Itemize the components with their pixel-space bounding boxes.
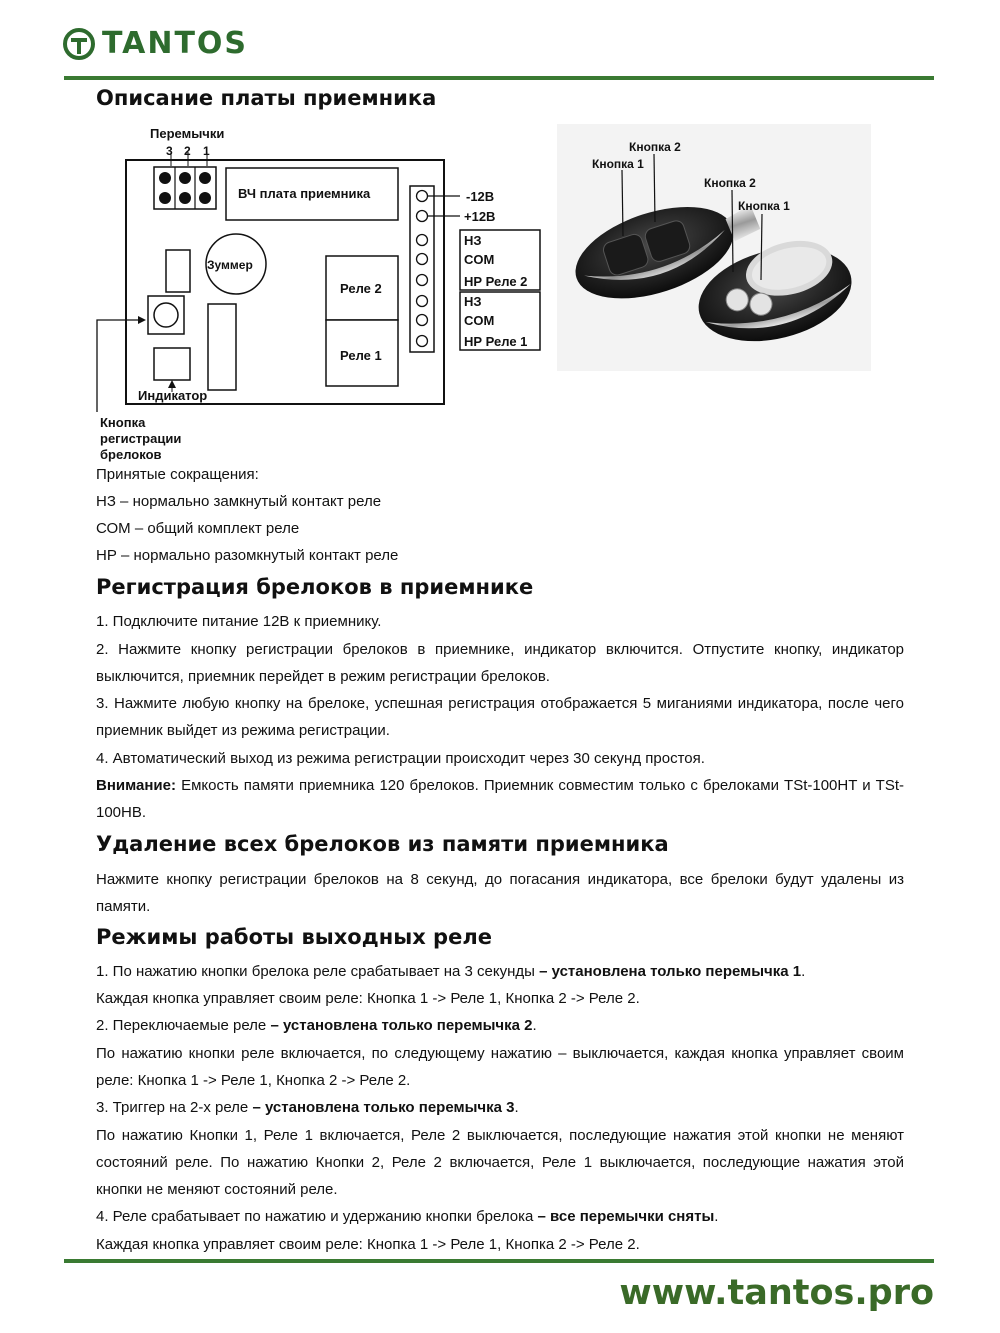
header-divider — [64, 76, 934, 80]
terminal-relay2-no: НР Реле 2 — [464, 274, 528, 289]
terminal-relay2-nc: НЗ — [464, 233, 482, 248]
mode-2-description: По нажатию кнопки реле включается, по следующему нажатию – выключается, каждая кнопка управляет своим реле: Кнопка 1 -> Реле 1, Кнопка 2 -> Реле 2. — [96, 1045, 904, 1089]
jumpers-label: Перемычки — [150, 126, 225, 141]
mode-3: 3. Триггер на 2-х реле – установлена только перемычка 3. — [96, 1099, 519, 1116]
mode-2: 2. Переключаемые реле – установлена только перемычка 2. — [96, 1017, 537, 1034]
key-fob-photo — [557, 124, 871, 371]
mode-4: 4. Реле срабатывает по нажатию и удержанию кнопки брелока – все перемычки сняты. — [96, 1208, 719, 1225]
buzzer-label: Зуммер — [207, 258, 253, 272]
terminal-plus12: +12В — [464, 209, 496, 224]
terminal-relay1-no: НР Реле 1 — [464, 334, 528, 349]
footer-website-link[interactable]: www.tantos.pro — [619, 1273, 934, 1313]
registration-step-3: 3. Нажмите любую кнопку на брелоке, успешная регистрация отображается 5 миганиями индикатора, после чего приемник выйдет из режима регистрации. — [96, 695, 904, 739]
relay2-label: Реле 2 — [340, 281, 382, 296]
registration-step-2: 2. Нажмите кнопку регистрации брелоков в приемнике, индикатор включится. Отпустите кнопку, индикатор выключится, приемник перейдет в режим регистрации брелоков. — [96, 641, 904, 685]
mode-1: 1. По нажатию кнопки брелока реле срабатывает на 3 секунды – установлена только перемычка 1. — [96, 963, 806, 980]
deletion-text: Нажмите кнопку регистрации брелоков на 8 секунд, до погасания индикатора, все брелоки будут удалены из памяти. — [96, 871, 904, 915]
modes-title: Режимы работы выходных реле — [96, 925, 492, 949]
indicator-box — [154, 348, 190, 380]
abbrev-nc: НЗ – нормально замкнутый контакт реле — [96, 493, 382, 510]
registration-title: Регистрация брелоков в приемнике — [96, 575, 534, 599]
abbrev-heading: Принятые сокращения: — [96, 466, 259, 483]
photo-right-button1-label: Кнопка 1 — [738, 199, 790, 213]
brand-name: TANTOS — [102, 26, 249, 61]
mode-4-description: Каждая кнопка управляет своим реле: Кнопка 1 -> Реле 1, Кнопка 2 -> Реле 2. — [96, 1236, 640, 1253]
abbrev-com: СОМ – общий комплект реле — [96, 520, 300, 537]
receiver-board-diagram — [90, 122, 560, 462]
photo-left-button1-label: Кнопка 1 — [592, 157, 644, 171]
registration-step-1: 1. Подключите питание 12В к приемнику. — [96, 613, 382, 630]
board-section-title: Описание платы приемника — [96, 86, 437, 110]
registration-step-4: 4. Автоматический выход из режима регистрации происходит через 30 секунд простоя. — [96, 750, 705, 767]
rf-board-label: ВЧ плата приемника — [238, 186, 371, 201]
mode-1-description: Каждая кнопка управляет своим реле: Кнопка 1 -> Реле 1, Кнопка 2 -> Реле 2. — [96, 990, 640, 1007]
jumper-number-3: 3 — [166, 144, 173, 158]
registration-note: Внимание: Емкость памяти приемника 120 брелоков. Приемник совместим только с брелоками TSt-100HT и TSt-100HB. — [96, 777, 904, 821]
terminal-minus12: -12В — [466, 189, 495, 204]
mode-3-description: По нажатию Кнопки 1, Реле 1 включается, Реле 2 выключается, последующие нажатия этой кнопки не меняют состояний реле. По нажатию Кнопки 2, Реле 2 включается, Реле 1 выключается, последующие нажатия этой кнопки не меняют состояний реле. — [96, 1127, 904, 1198]
jumper-number-2: 2 — [184, 144, 191, 158]
indicator-label: Индикатор — [138, 388, 208, 403]
terminal-relay2-com: COM — [464, 252, 495, 267]
terminal-relay1-nc: НЗ — [464, 294, 482, 309]
terminal-relay1-com: COM — [464, 313, 495, 328]
photo-right-button2-label: Кнопка 2 — [704, 176, 756, 190]
photo-left-button2-label: Кнопка 2 — [629, 140, 681, 154]
abbrev-no: НР – нормально разомкнутый контакт реле — [96, 547, 399, 564]
registration-button-label: Кнопка регистрации брелоков — [100, 415, 182, 462]
tantos-logo-icon — [62, 27, 96, 61]
jumper-number-1: 1 — [203, 144, 210, 158]
brand-logo — [62, 24, 248, 64]
relay1-label: Реле 1 — [340, 348, 382, 363]
deletion-title: Удаление всех брелоков из памяти приемника — [96, 832, 669, 856]
footer-divider — [64, 1259, 934, 1263]
